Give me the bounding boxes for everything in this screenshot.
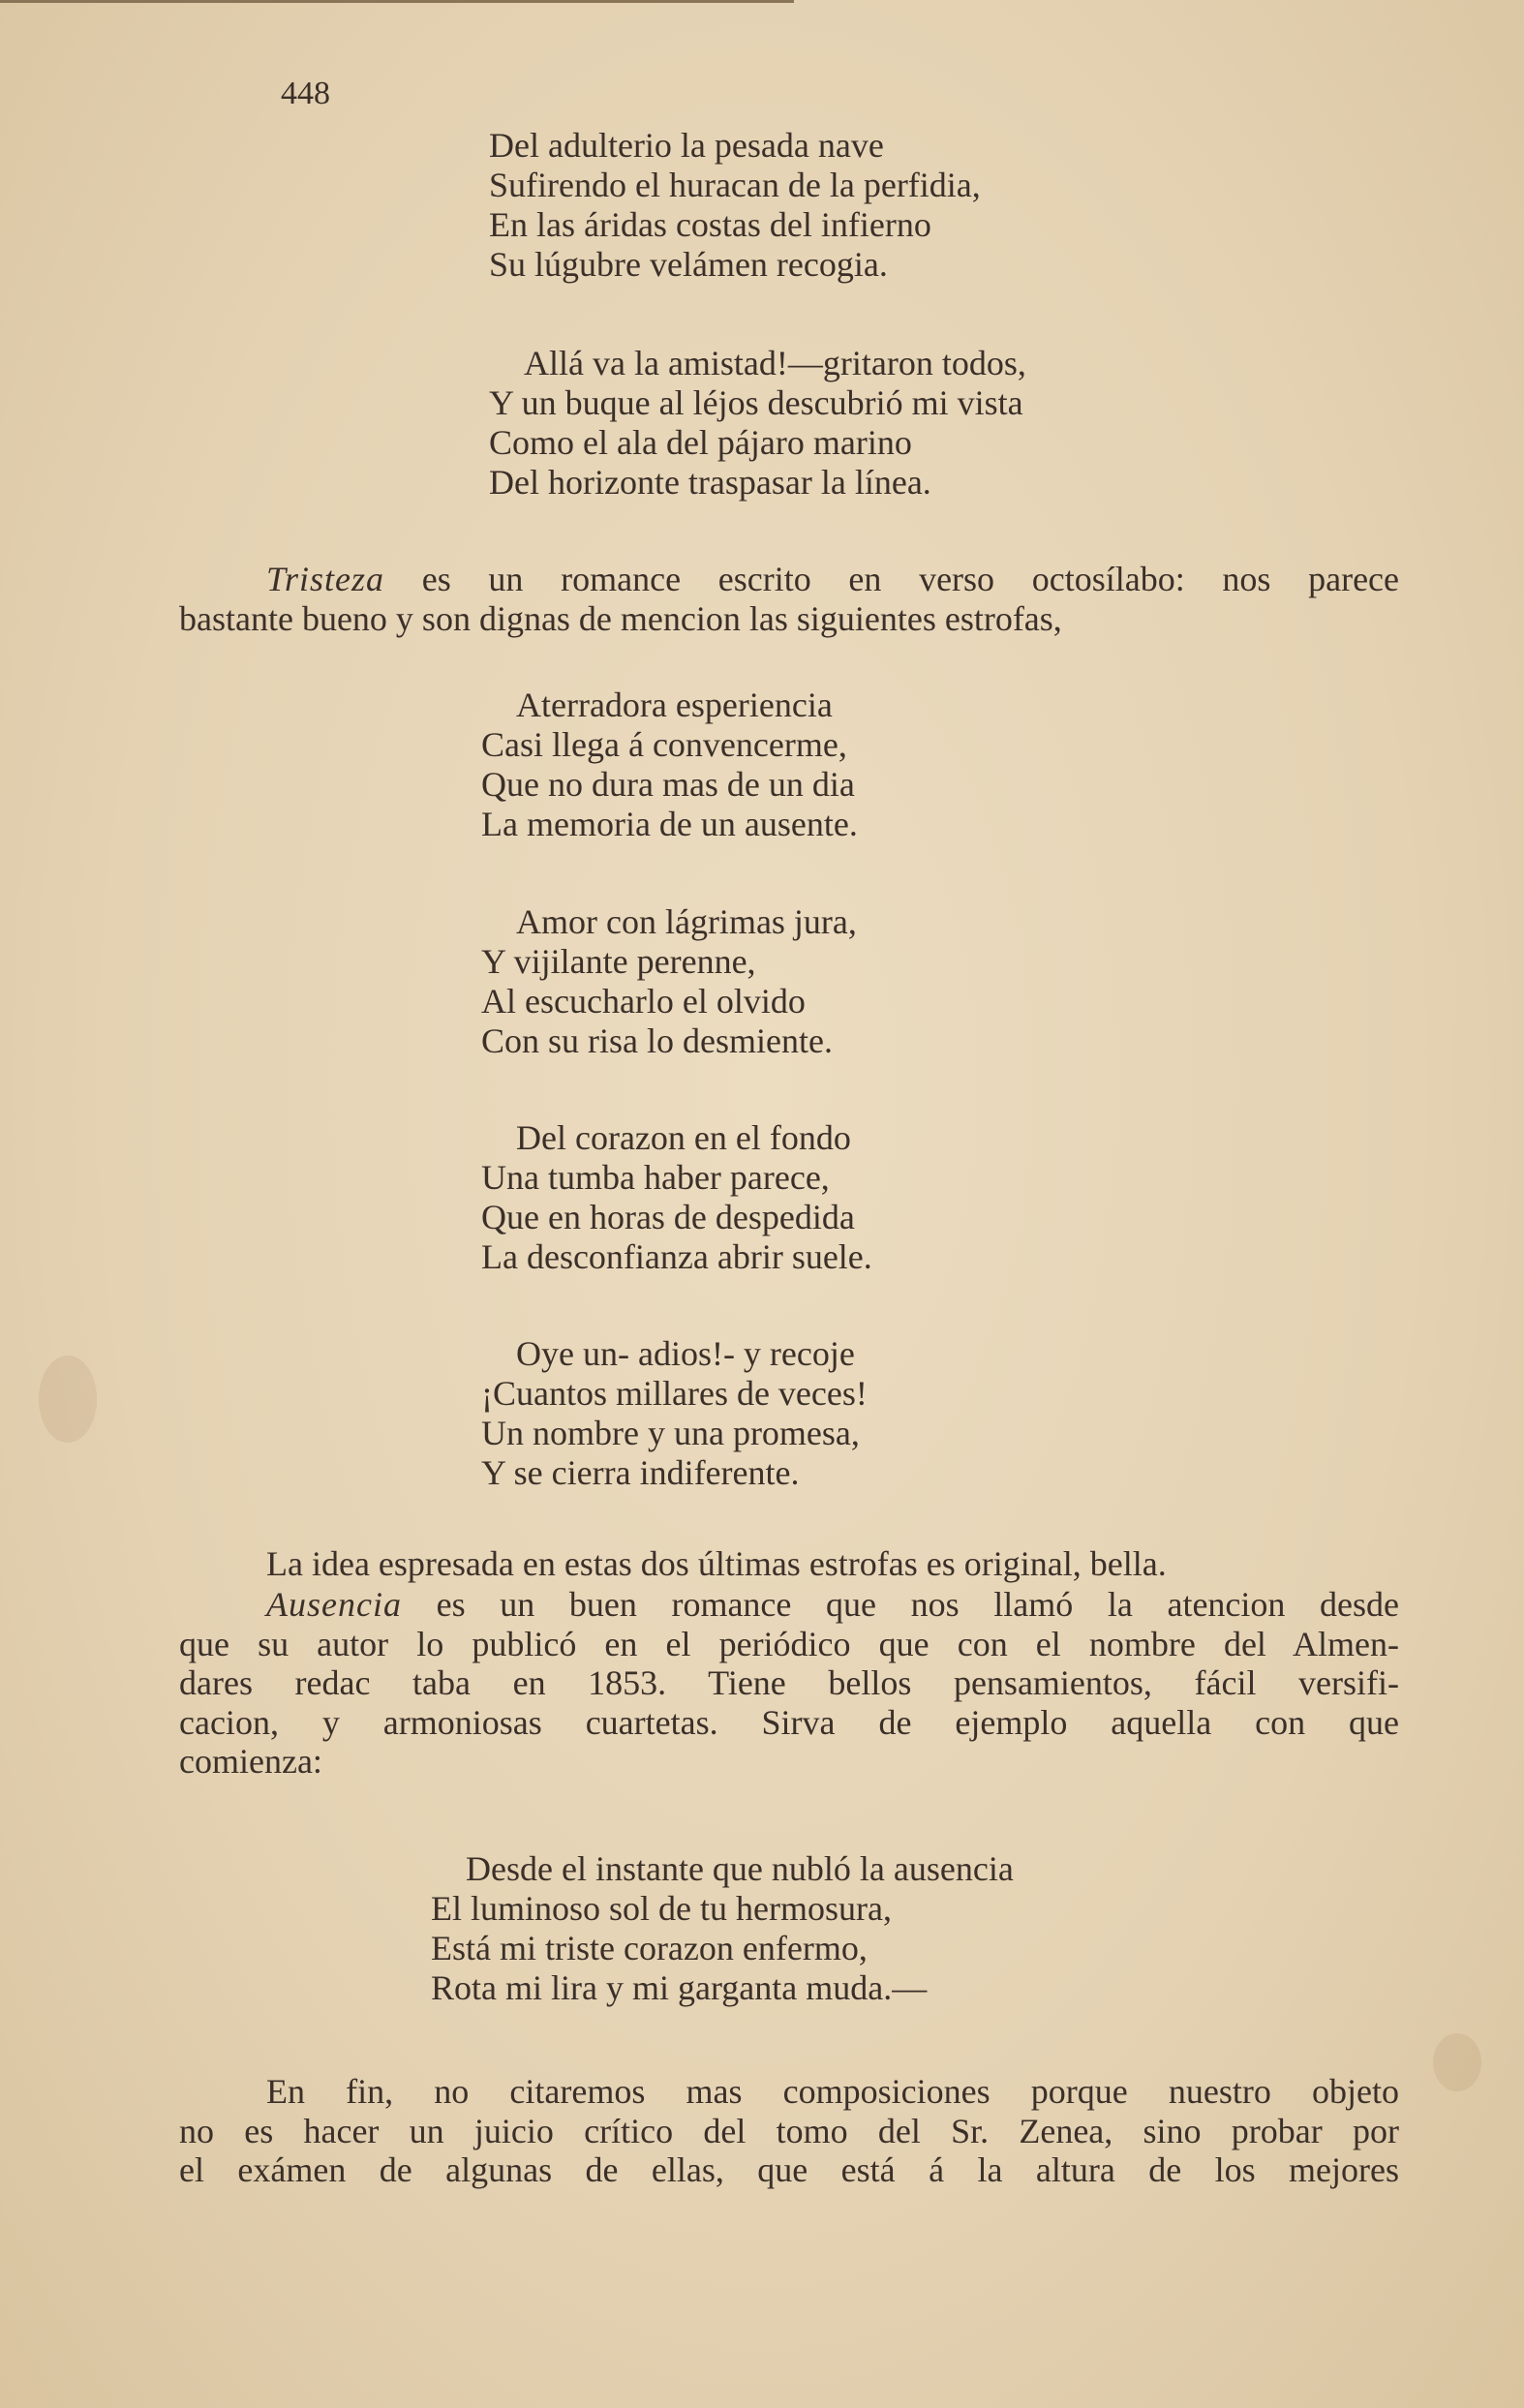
paragraph-line: bastante bueno y son dignas de mencion las siguientes estrofas, (179, 598, 1062, 638)
paragraph-line: es un buen romance que nos llamó la atencion desde (436, 1585, 1400, 1624)
paragraph-line: el exámen de algunas de ellas, que está á la altura de los mejores (179, 2150, 1399, 2189)
verse-line: El luminoso sol de tu hermosura, (431, 1889, 892, 1928)
page-number: 448 (281, 76, 330, 111)
paragraph-idea (266, 1544, 1399, 1584)
verse-line: Aterradora esperiencia (516, 686, 833, 724)
verse-stanza-4 (481, 902, 857, 1061)
verse-line: Al escucharlo el olvido (481, 982, 806, 1021)
verse-stanza-2 (489, 344, 1026, 503)
verse-line: Y vijilante perenne, (481, 942, 756, 981)
paragraph-line: La idea espresada en estas dos últimas estrofas es original, bella. (266, 1544, 1167, 1583)
verse-stanza-5 (481, 1118, 872, 1277)
verse-line: Está mi triste corazon enfermo, (431, 1929, 868, 1967)
verse-line: En las áridas costas del infierno (489, 205, 931, 244)
verse-line: Allá va la amistad!—gritaron todos, (524, 344, 1026, 382)
paragraph-tristeza (179, 560, 1399, 638)
paragraph-ausencia (179, 1585, 1399, 1782)
paragraph-line: es un romance escrito en verso octosílabo: nos parece (421, 560, 1400, 598)
verse-line: ¡Cuantos millares de veces! (481, 1374, 868, 1413)
verse-line: Oye un- adios!- y recoje (516, 1334, 855, 1373)
verse-line: Casi llega á convencerme, (481, 725, 847, 764)
paragraph-line: cacion, y armoniosas cuartetas. Sirva de ejemplo aquella con que (179, 1702, 1399, 1742)
verse-line: Desde el instante que nubló la ausencia (466, 1849, 1014, 1888)
verse-stanza-6 (481, 1334, 868, 1493)
title-tristeza: Tristeza (266, 560, 385, 598)
verse-line: Del adulterio la pesada nave (489, 126, 884, 165)
verse-line: La desconfianza abrir suele. (481, 1237, 872, 1276)
verse-line: La memoria de un ausente. (481, 805, 858, 843)
verse-line: Con su risa lo desmiente. (481, 1021, 833, 1060)
paragraph-line: comienza: (179, 1742, 322, 1781)
paragraph-line: no es hacer un juicio crítico del tomo del Sr. Zenea, sino probar por (179, 2111, 1399, 2150)
title-ausencia: Ausencia (266, 1585, 402, 1624)
paragraph-line: que su autor lo publicó en el periódico que con el nombre del Almen- (179, 1624, 1399, 1663)
verse-line: Como el ala del pájaro marino (489, 423, 912, 462)
verse-stanza-7 (431, 1849, 1014, 2008)
verse-line: Un nombre y una promesa, (481, 1414, 860, 1452)
top-edge-rule (0, 0, 794, 3)
verse-line: Que en horas de despedida (481, 1198, 855, 1236)
verse-line: Y se cierra indiferente. (481, 1453, 800, 1492)
paper-stain (39, 1356, 97, 1443)
verse-line: Una tumba haber parece, (481, 1158, 830, 1197)
paper-stain (1433, 2033, 1481, 2091)
verse-line: Del horizonte traspasar la línea. (489, 463, 931, 502)
verse-stanza-3 (481, 686, 858, 844)
verse-line: Sufirendo el huracan de la perfidia, (489, 166, 981, 204)
paragraph-en-fin (179, 2072, 1399, 2190)
verse-line: Rota mi lira y mi garganta muda.— (431, 1968, 928, 2007)
paragraph-line: dares redac taba en 1853. Tiene bellos pensamientos, fácil versifi- (179, 1663, 1399, 1702)
verse-line: Amor con lágrimas jura, (516, 902, 857, 941)
paragraph-line: En fin, no citaremos mas composiciones porque nuestro objeto (266, 2072, 1399, 2111)
verse-line: Su lúgubre velámen recogia. (489, 245, 888, 284)
verse-line: Y un buque al léjos descubrió mi vista (489, 383, 1023, 422)
verse-stanza-1 (489, 126, 981, 285)
verse-line: Que no dura mas de un dia (481, 765, 855, 804)
verse-line: Del corazon en el fondo (516, 1118, 851, 1157)
